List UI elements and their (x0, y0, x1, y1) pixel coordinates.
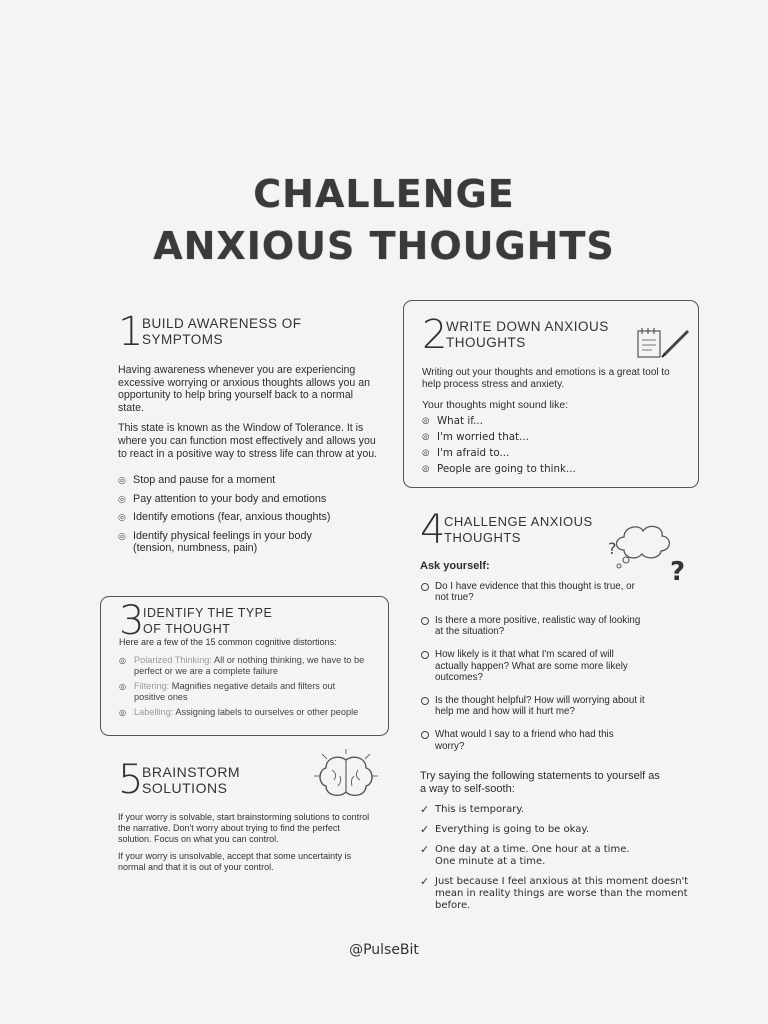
list-item: What would I say to a friend who had this worry? (420, 729, 645, 752)
distortion-term: Labelling: (134, 707, 174, 717)
distortions-list (119, 655, 367, 722)
section-2-lead: Your thoughts might sound like: (422, 399, 569, 411)
list-item (119, 681, 367, 703)
section-3-number: 3 (119, 598, 145, 644)
section-build-awareness (118, 309, 380, 561)
list-item: How likely is it that what I'm scared of will actually happen? What are some more likely outcomes? (420, 649, 645, 684)
svg-text:?: ? (608, 539, 617, 558)
section-1-paragraph: Having awareness whenever you are experiencing excessive worrying or anxious thoughts allows you an opportunity to help bring yourself back to a normal state. (118, 364, 371, 414)
section-4-heading: CHALLENGE ANXIOUS THOUGHTS (444, 514, 593, 545)
section-1-number: 1 (118, 309, 144, 355)
section-4-try: Try saying the following statements to yourself as a way to self-sooth: (420, 770, 660, 796)
list-item: ◎ I'm afraid to... (422, 447, 692, 460)
distortion-desc: Magnifies negative details and filters out positive ones (134, 681, 336, 702)
list-item: ◎ People are going to think... (422, 463, 692, 476)
section-2-heading: WRITE DOWN ANXIOUS THOUGHTS (446, 319, 609, 350)
section-5-paragraph: If your worry is unsolvable, accept that some uncertainty is normal and that it is out of your control. (118, 851, 352, 872)
section-3-heading: IDENTIFY THE TYPE OF THOUGHT (143, 606, 273, 636)
question-mark-icon (668, 554, 694, 586)
list-item: ✓ Just because I feel anxious at this moment doesn't mean in reality things are worse than the moment before. (420, 876, 695, 912)
footer-handle: @PulseBit (349, 942, 419, 958)
list-item: Is the thought helpful? How will worrying about it help me and how will it hurt me? (420, 695, 645, 718)
section-2-number: 2 (422, 312, 448, 358)
thought-examples-list (422, 415, 692, 476)
title-line-2: ANXIOUS THOUGHTS (153, 224, 615, 268)
list-item: ✓ Everything is going to be okay. (420, 824, 688, 836)
section-2-intro: Writing out your thoughts and emotions is a great tool to help process stress and anxiety. (422, 367, 670, 390)
section-5-heading: BRAINSTORM SOLUTIONS (142, 764, 241, 796)
list-item: Do I have evidence that this thought is true, or not true? (420, 581, 645, 604)
notepad-pencil-icon (634, 325, 694, 361)
distortion-desc: Assigning labels to ourselves or other people (175, 707, 359, 717)
section-write-down (403, 300, 699, 488)
distortion-term: Filtering: (134, 681, 170, 691)
list-item: ◎ Stop and pause for a moment (118, 474, 380, 487)
questions-list (420, 581, 645, 753)
list-item: ✓ One day at a time. One hour at a time. One minute at a time. (420, 844, 650, 868)
list-item: ◎ Pay attention to your body and emotions (118, 493, 380, 506)
distortion-desc: All or nothing thinking, we have to be perfect or we are a complete failure (134, 655, 365, 676)
thought-cloud-icon (606, 520, 676, 570)
list-item: ◎ I'm worried that... (422, 431, 692, 444)
list-item: ✓ This is temporary. (420, 804, 688, 816)
statements-list (420, 804, 688, 912)
list-item: ◎ Identify physical feelings in your body (tension, numbness, pain) (118, 530, 333, 555)
distortion-term: Polarized Thinking: (134, 655, 212, 665)
section-1-bullet-list (118, 474, 380, 555)
svg-text:?: ? (670, 557, 686, 586)
section-1-heading: BUILD AWARENESS OF SYMPTOMS (142, 316, 302, 347)
section-1-header (118, 309, 380, 356)
list-item (119, 707, 367, 718)
section-identify-type (100, 596, 389, 736)
section-3-intro: Here are a few of the 15 common cognitive distortions: (119, 637, 337, 647)
section-5-paragraph: If your worry is solvable, start brainstorming solutions to control the narrative. Don't worry about trying to find the perfect solution. Focus on what you can control. (118, 812, 370, 844)
list-item (119, 655, 367, 677)
list-item: ◎ Identify emotions (fear, anxious thoughts) (118, 511, 380, 524)
section-challenge (420, 507, 700, 920)
list-item: Is there a more positive, realistic way of looking at the situation? (420, 615, 645, 638)
title-line-1: CHALLENGE (253, 172, 515, 216)
brain-icon (310, 748, 382, 806)
section-4-number: 4 (420, 507, 446, 553)
section-4-ask: Ask yourself: (420, 560, 490, 572)
section-1-paragraph: This state is known as the Window of Tolerance. It is where you can function most effectively and allows you to react in a positive way to stress life can throw at you. (118, 422, 378, 460)
list-item: ◎ What if... (422, 415, 692, 428)
section-5-number: 5 (118, 757, 144, 803)
